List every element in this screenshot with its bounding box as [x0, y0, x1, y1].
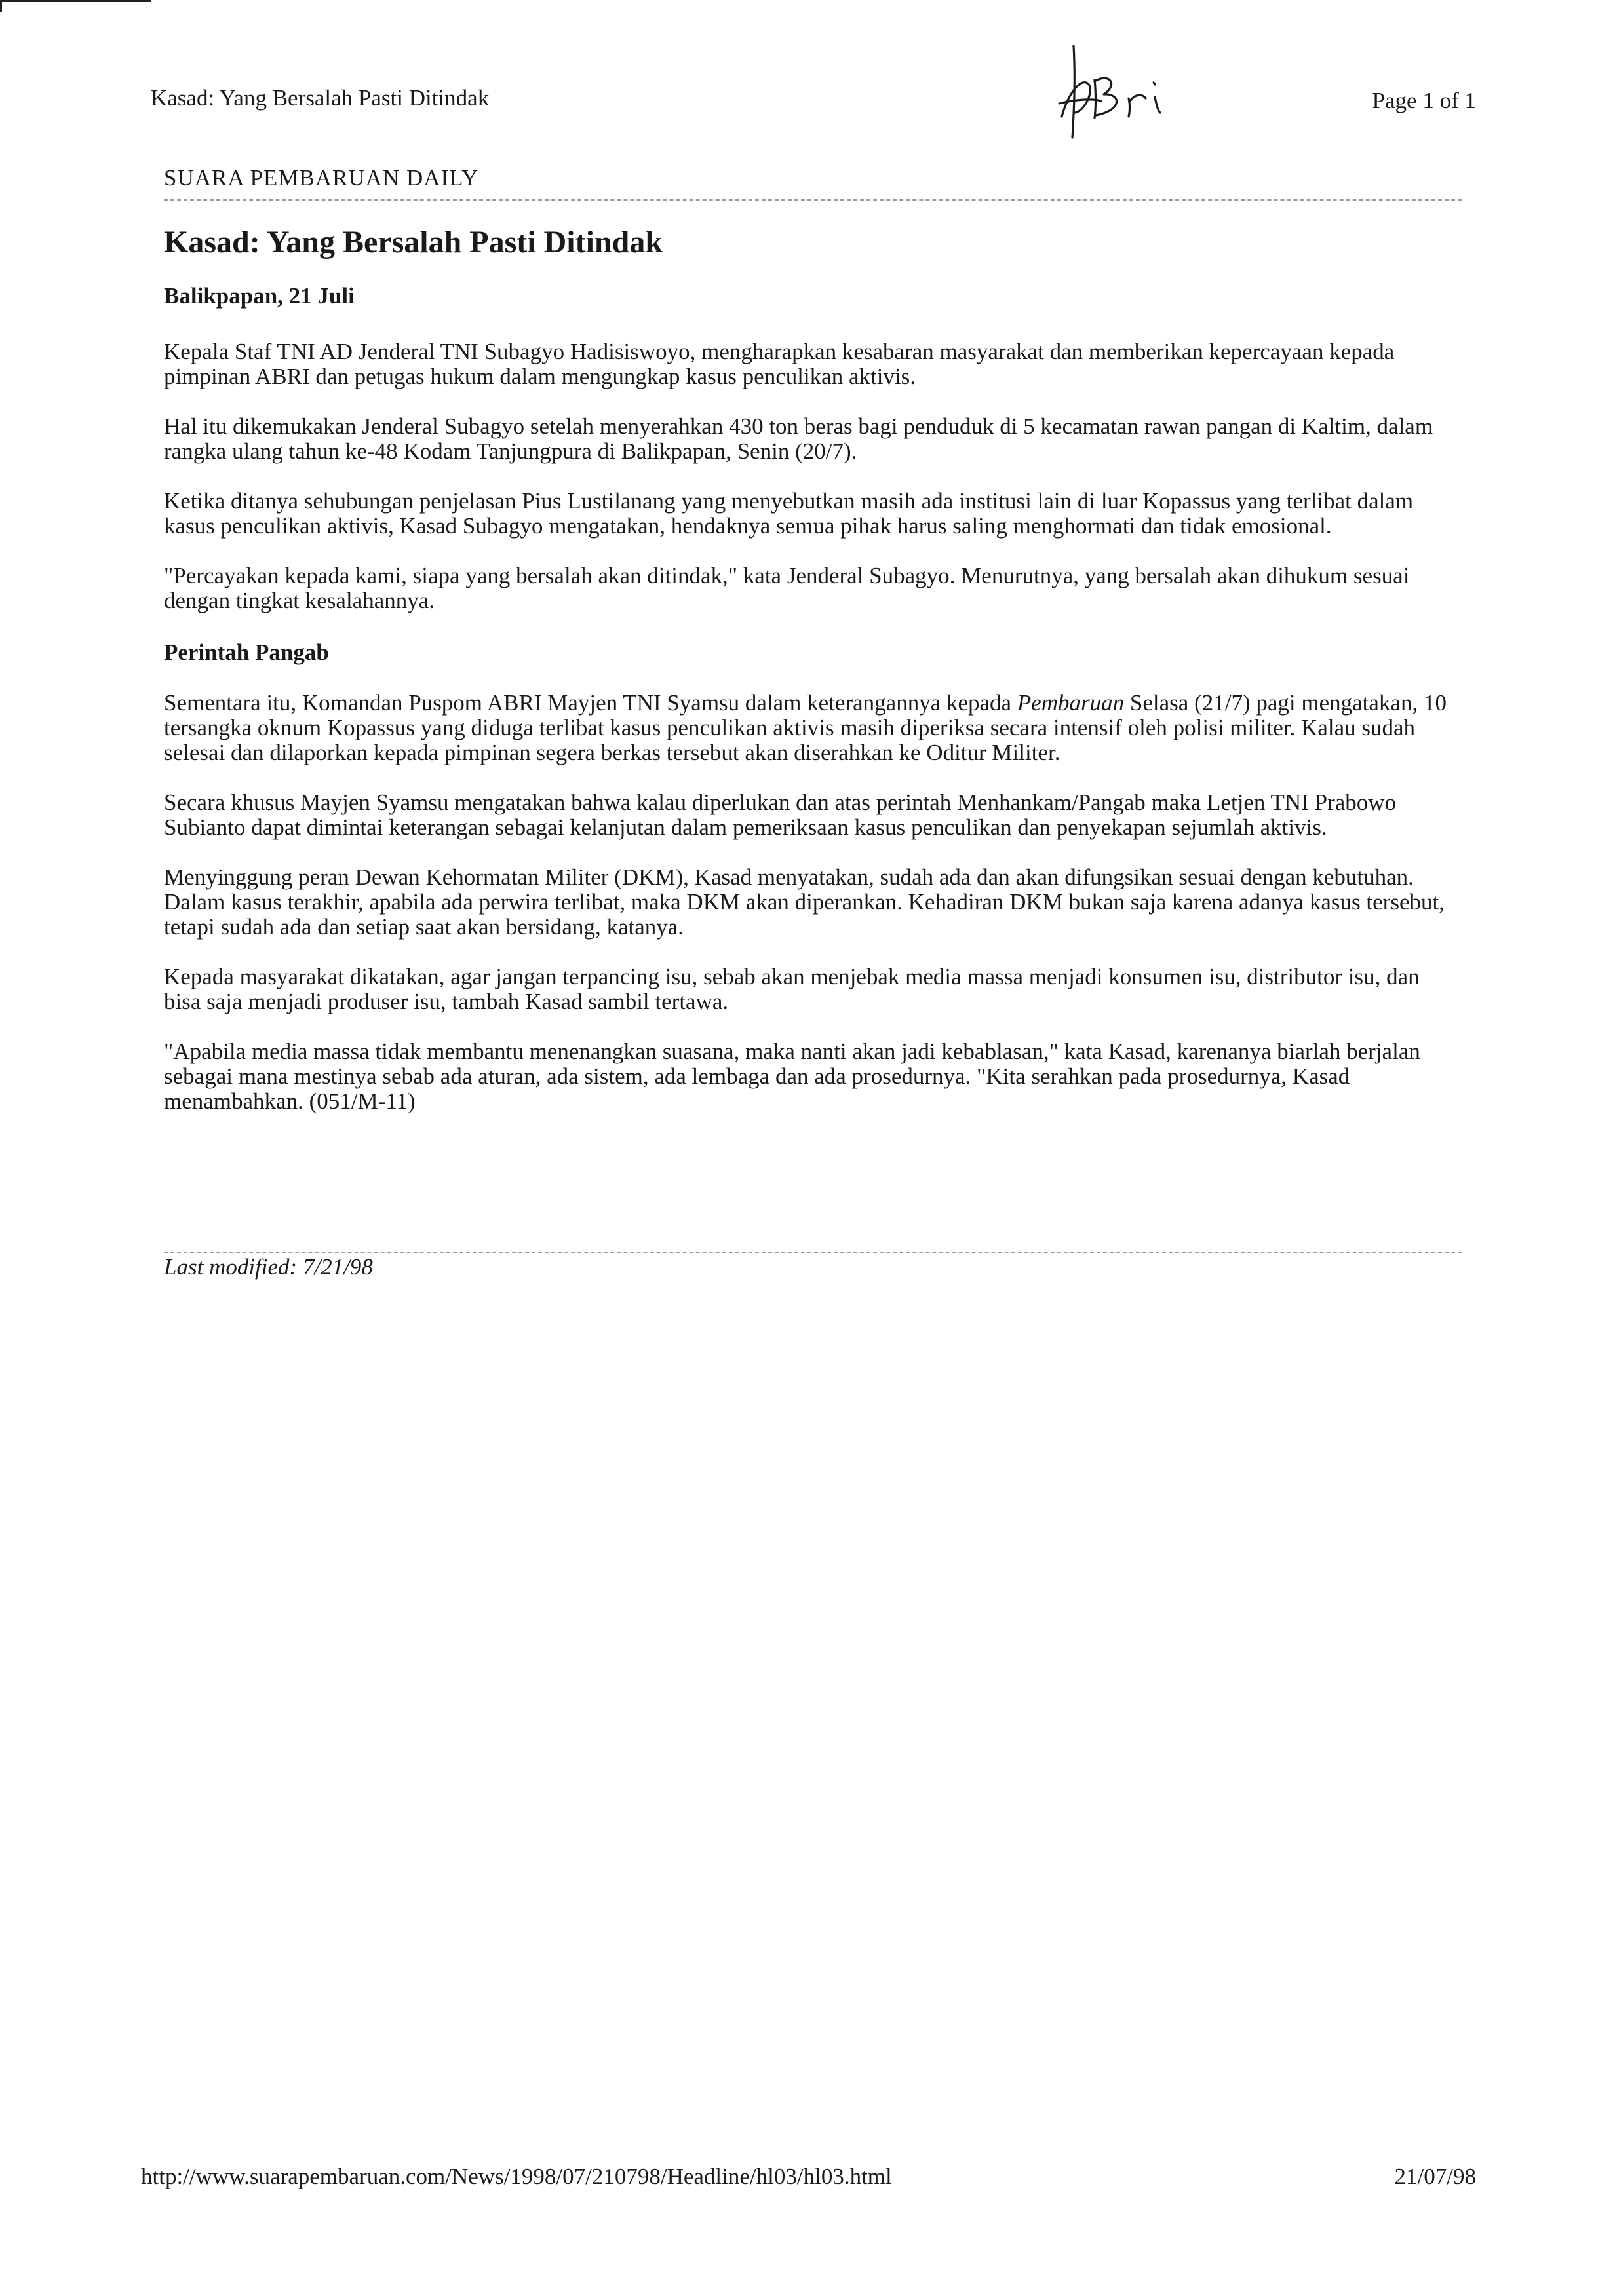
- running-header-title: Kasad: Yang Bersalah Pasti Ditindak: [151, 85, 490, 111]
- handwritten-annotation: [1055, 39, 1219, 151]
- article-paragraph: Menyinggung peran Dewan Kehormatan Militer (DKM), Kasad menyatakan, sudah ada dan akan difungsikan sesuai dengan kebutuhan. Dalam kasus terakhir, apabila ada perwira terlibat, maka DKM akan diperankan. Kehadiran DKM bukan saja karena adanya kasus tersebut, tetapi sudah ada dan setiap saat akan bersidang, katanya.: [164, 864, 1445, 940]
- paragraph-text: Sementara itu, Komandan Puspom ABRI Mayjen TNI Syamsu dalam keterangannya kepada: [164, 690, 1017, 716]
- paragraph-text: Selasa (21/7) pagi mengatakan, 10 tersangka oknum Kopassus yang diduga terlibat kasus penculikan aktivis masih diperiksa secara intensif oleh polisi militer. Kalau sudah selesai dan dilaporkan kepada pimpinan segera berkas tersebut akan diserahkan ke Oditur Militer.: [164, 690, 1447, 765]
- page-indicator: Page 1 of 1: [1372, 88, 1476, 113]
- article-paragraph: Hal itu dikemukakan Jenderal Subagyo setelah menyerahkan 430 ton beras bagi penduduk di 5 kecamatan rawan pangan di Kaltim, dalam rangka ulang tahun ke-48 Kodam Tanjungpura di Balikpapan, Senin (20/7).: [164, 413, 1433, 464]
- scan-edge-artifact-vertical: [0, 0, 2, 12]
- last-modified-note: Last modified: 7/21/98: [164, 1254, 373, 1280]
- article-paragraph: "Apabila media massa tidak membantu menenangkan suasana, maka nanti akan jadi kebablasan," kata Kasad, karenanya biarlah berjalan sebagai mana mestinya sebab ada aturan, ada sistem, ada lembaga dan ada prosedurnya. "Kita serahkan pada prosedurnya, Kasad menambahkan. (051/M-11): [164, 1039, 1420, 1114]
- article-paragraph: Secara khusus Mayjen Syamsu mengatakan bahwa kalau diperlukan dan atas perintah Menhankam/Pangab maka Letjen TNI Prabowo Subianto dapat dimintai keterangan sebagai kelanjutan dalam pemeriksaan kasus penculikan dan penyekapan sejumlah aktivis.: [164, 790, 1397, 840]
- article-headline: Kasad: Yang Bersalah Pasti Ditindak: [164, 225, 663, 259]
- footer-url: http://www.suarapembaruan.com/News/1998/07/210798/Headline/hl03/hl03.html: [141, 2164, 892, 2189]
- article-body: [164, 223, 1462, 1139]
- top-divider: [164, 199, 1462, 201]
- article-paragraph: "Percayakan kepada kami, siapa yang bersalah akan ditindak," kata Jenderal Subagyo. Menurutnya, yang bersalah akan dihukum sesuai dengan tingkat kesalahannya.: [164, 563, 1410, 613]
- publication-name: SUARA PEMBARUAN DAILY: [164, 165, 479, 191]
- article-paragraph: [164, 691, 1462, 765]
- publication-reference: Pembaruan: [1017, 690, 1125, 716]
- article-dateline: Balikpapan, 21 Juli: [164, 283, 355, 309]
- article-subheading: Perintah Pangab: [164, 640, 329, 665]
- footer-print-date: 21/07/98: [1394, 2164, 1476, 2189]
- article-paragraph: Ketika ditanya sehubungan penjelasan Pius Lustilanang yang menyebutkan masih ada institusi lain di luar Kopassus yang terlibat dalam kasus penculikan aktivis, Kasad Subagyo mengatakan, hendaknya semua pihak harus saling menghormati dan tidak emosional.: [164, 488, 1414, 539]
- article-paragraph: Kepala Staf TNI AD Jenderal TNI Subagyo Hadisiswoyo, mengharapkan kesabaran masyarakat dan memberikan kepercayaan kepada pimpinan ABRI dan petugas hukum dalam mengungkap kasus penculikan aktivis.: [164, 339, 1395, 389]
- scan-edge-artifact: [0, 0, 151, 2]
- article-paragraph: Kepada masyarakat dikatakan, agar jangan terpancing isu, sebab akan menjebak media massa menjadi konsumen isu, distributor isu, dan bisa saja menjadi produser isu, tambah Kasad sambil tertawa.: [164, 964, 1420, 1014]
